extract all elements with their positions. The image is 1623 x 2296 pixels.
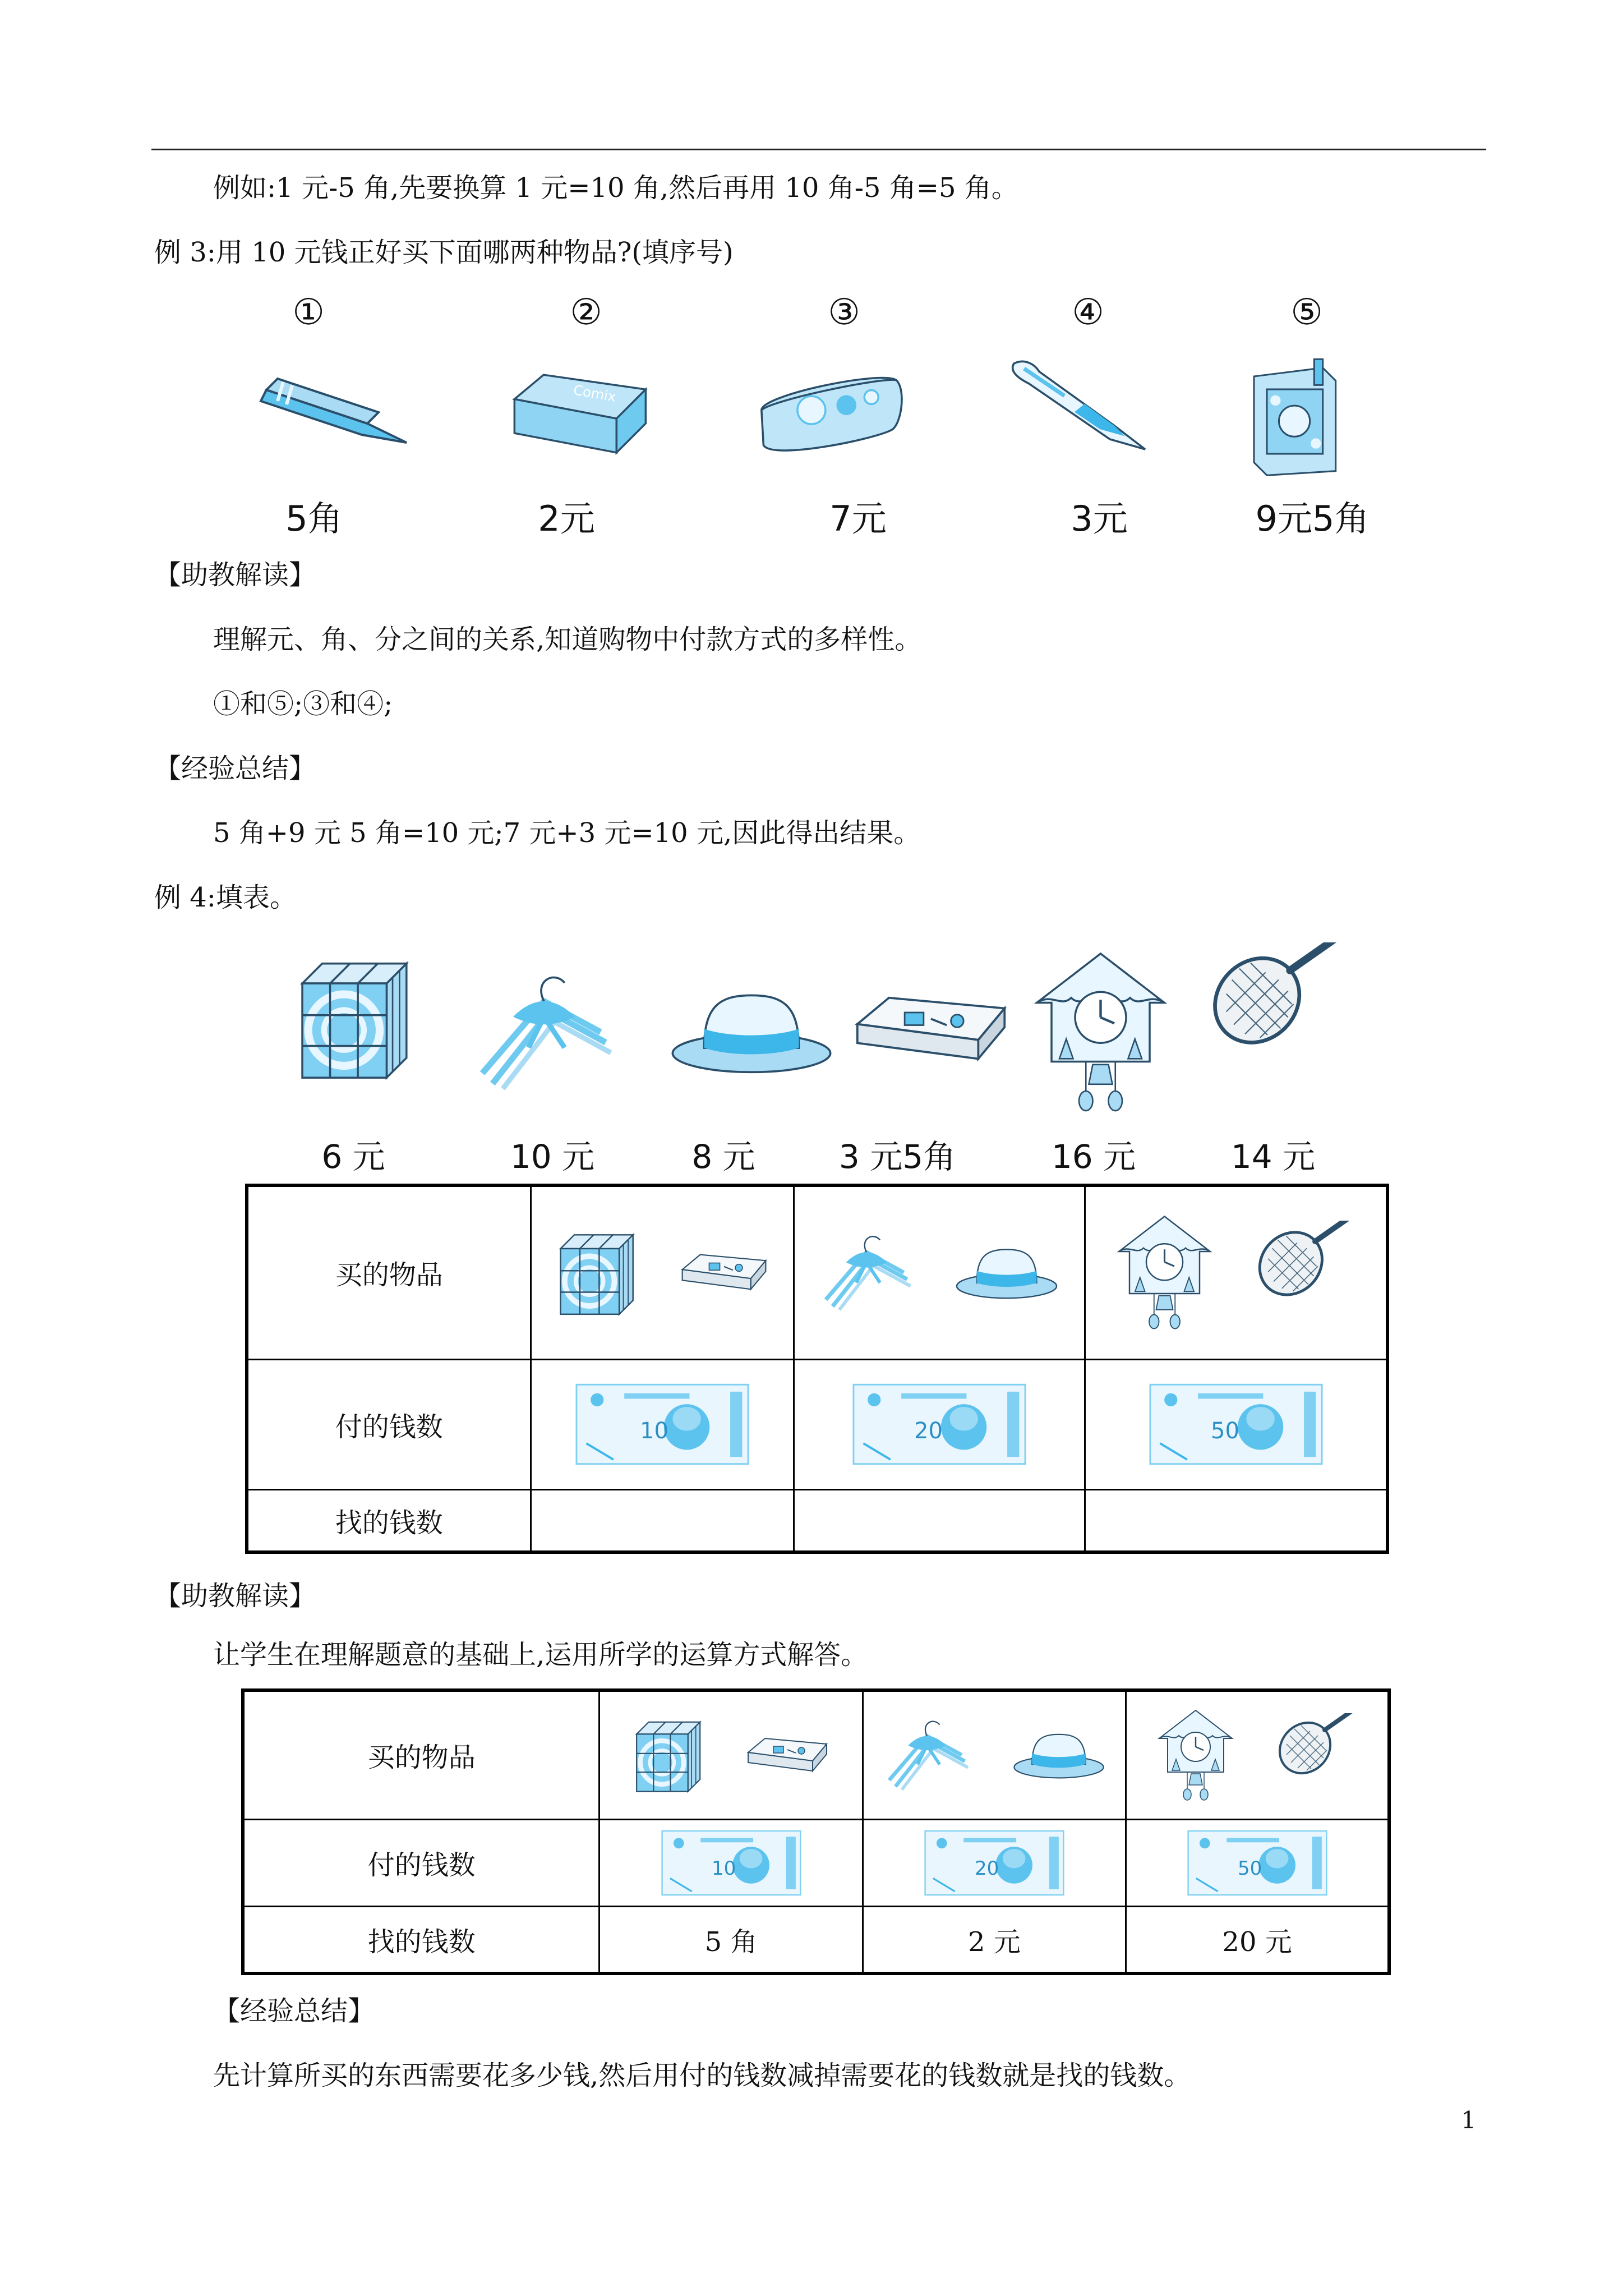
hat-icon xyxy=(667,984,836,1080)
banknote-10-value: 10 xyxy=(639,1418,668,1444)
paid-cell-1 xyxy=(531,1359,794,1489)
row-label-items: 买的物品 xyxy=(243,1690,600,1819)
change-cell-3[interactable] xyxy=(1085,1489,1387,1552)
summary-heading-2: 【经验总结】 xyxy=(213,1995,375,2027)
pencil-sharpener-icon xyxy=(1237,351,1349,480)
item5-price: 9元5角 xyxy=(1255,498,1370,539)
cube-puzzle-icon xyxy=(292,954,412,1083)
paid-cell-2 xyxy=(863,1819,1126,1906)
items-cell-2 xyxy=(794,1185,1085,1359)
paid-cell-1 xyxy=(600,1819,863,1906)
paid-cell-2 xyxy=(794,1359,1085,1489)
item4-number: ④ xyxy=(1072,292,1104,333)
change-value-1: 5 角 xyxy=(600,1906,863,1973)
banknote-20-value: 20 xyxy=(914,1418,943,1444)
banknote-20-icon xyxy=(924,1830,1064,1896)
item3-number: ③ xyxy=(828,292,860,333)
price-racket: 14 元 xyxy=(1230,1138,1316,1176)
tennis-racket-icon xyxy=(1253,1221,1357,1324)
change-value-3: 20 元 xyxy=(1126,1906,1389,1973)
items-cell-1 xyxy=(531,1185,794,1359)
assist-heading-2: 【助教解读】 xyxy=(154,1580,316,1612)
change-cell-1[interactable] xyxy=(531,1489,794,1552)
example4-title: 例 4:填表。 xyxy=(154,882,297,913)
example3-title: 例 3:用 10 元钱正好买下面哪两种物品?(填序号) xyxy=(154,237,734,268)
summary-heading-1: 【经验总结】 xyxy=(154,753,316,784)
row-label-change: 找的钱数 xyxy=(243,1906,600,1973)
pencil-box-icon xyxy=(743,1733,832,1778)
summary-text-1: 5 角+9 元 5 角=10 元;7 元+3 元=10 元,因此得出结果。 xyxy=(213,817,921,849)
banknote-10-icon xyxy=(661,1830,801,1896)
assist-text-2: 让学生在理解题意的基础上,运用所学的运算方式解答。 xyxy=(213,1639,868,1671)
price-hat: 8 元 xyxy=(691,1138,755,1176)
items-cell-3 xyxy=(1085,1185,1387,1359)
tennis-racket-icon xyxy=(1274,1713,1358,1797)
change-cell-2[interactable] xyxy=(794,1489,1085,1552)
price-clock: 16 元 xyxy=(1051,1138,1136,1176)
items-cell-3 xyxy=(1126,1690,1389,1819)
assist-text-1: 理解元、角、分之间的关系,知道购物中付款方式的多样性。 xyxy=(213,624,922,655)
banknote-50-value: 50 xyxy=(1210,1418,1239,1444)
clothes-hanger-icon xyxy=(471,970,617,1094)
banknote-20-value: 20 xyxy=(974,1857,999,1880)
cuckoo-clock-icon xyxy=(1032,948,1169,1116)
banknote-10-icon xyxy=(575,1382,749,1466)
banknote-10-value: 10 xyxy=(711,1857,736,1880)
tennis-racket-icon xyxy=(1206,942,1346,1083)
row-label-paid: 付的钱数 xyxy=(243,1819,600,1906)
item2-number: ② xyxy=(570,292,602,333)
answer-table xyxy=(241,1688,1391,1975)
pencil-icon xyxy=(252,373,415,452)
pencil-box-icon xyxy=(847,987,1015,1071)
pen-icon xyxy=(1004,353,1155,454)
pencil-box-icon xyxy=(676,1249,772,1296)
fill-table xyxy=(245,1184,1389,1554)
hat-icon xyxy=(1011,1728,1106,1782)
page-number: 1 xyxy=(1461,2106,1476,2134)
cube-puzzle-icon xyxy=(553,1228,637,1318)
item1-price: 5角 xyxy=(285,498,343,539)
banknote-50-icon xyxy=(1187,1830,1327,1896)
intro-line: 例如:1 元-5 角,先要换算 1 元=10 角,然后再用 10 角-5 角=5 角。 xyxy=(213,172,1018,204)
assist-heading-1: 【助教解读】 xyxy=(154,559,316,591)
banknote-50-icon xyxy=(1149,1382,1323,1466)
header-rule xyxy=(151,149,1486,150)
cuckoo-clock-icon xyxy=(1115,1212,1214,1333)
items-cell-2 xyxy=(863,1690,1126,1819)
cube-puzzle-icon xyxy=(630,1716,703,1795)
item5-number: ⑤ xyxy=(1290,292,1323,333)
clothes-hanger-icon xyxy=(819,1232,914,1313)
row-label-change: 找的钱数 xyxy=(247,1489,531,1552)
clothes-hanger-icon xyxy=(882,1717,972,1793)
hat-icon xyxy=(953,1242,1060,1304)
price-pencil-box: 3 元5角 xyxy=(838,1138,956,1176)
item2-price: 2元 xyxy=(538,498,595,539)
row-label-paid: 付的钱数 xyxy=(247,1359,531,1489)
item3-price: 7元 xyxy=(829,498,887,539)
item4-price: 3元 xyxy=(1071,498,1128,539)
answer-1: ①和⑤;③和④; xyxy=(213,688,393,720)
paid-cell-3 xyxy=(1126,1819,1389,1906)
pencil-case-icon xyxy=(751,365,911,466)
items-cell-1 xyxy=(600,1690,863,1819)
banknote-20-icon xyxy=(852,1382,1026,1466)
row-label-items: 买的物品 xyxy=(247,1185,531,1359)
item1-number: ① xyxy=(292,292,325,333)
price-cube: 6 元 xyxy=(321,1138,385,1176)
price-hanger: 10 元 xyxy=(510,1138,595,1176)
cuckoo-clock-icon xyxy=(1156,1708,1235,1803)
banknote-50-value: 50 xyxy=(1237,1857,1262,1880)
paid-cell-3 xyxy=(1085,1359,1387,1489)
summary-text-2: 先计算所买的东西需要花多少钱,然后用付的钱数减掉需要花的钱数就是找的钱数。 xyxy=(213,2060,1191,2091)
eraser-icon xyxy=(505,365,651,463)
change-value-2: 2 元 xyxy=(863,1906,1126,1973)
